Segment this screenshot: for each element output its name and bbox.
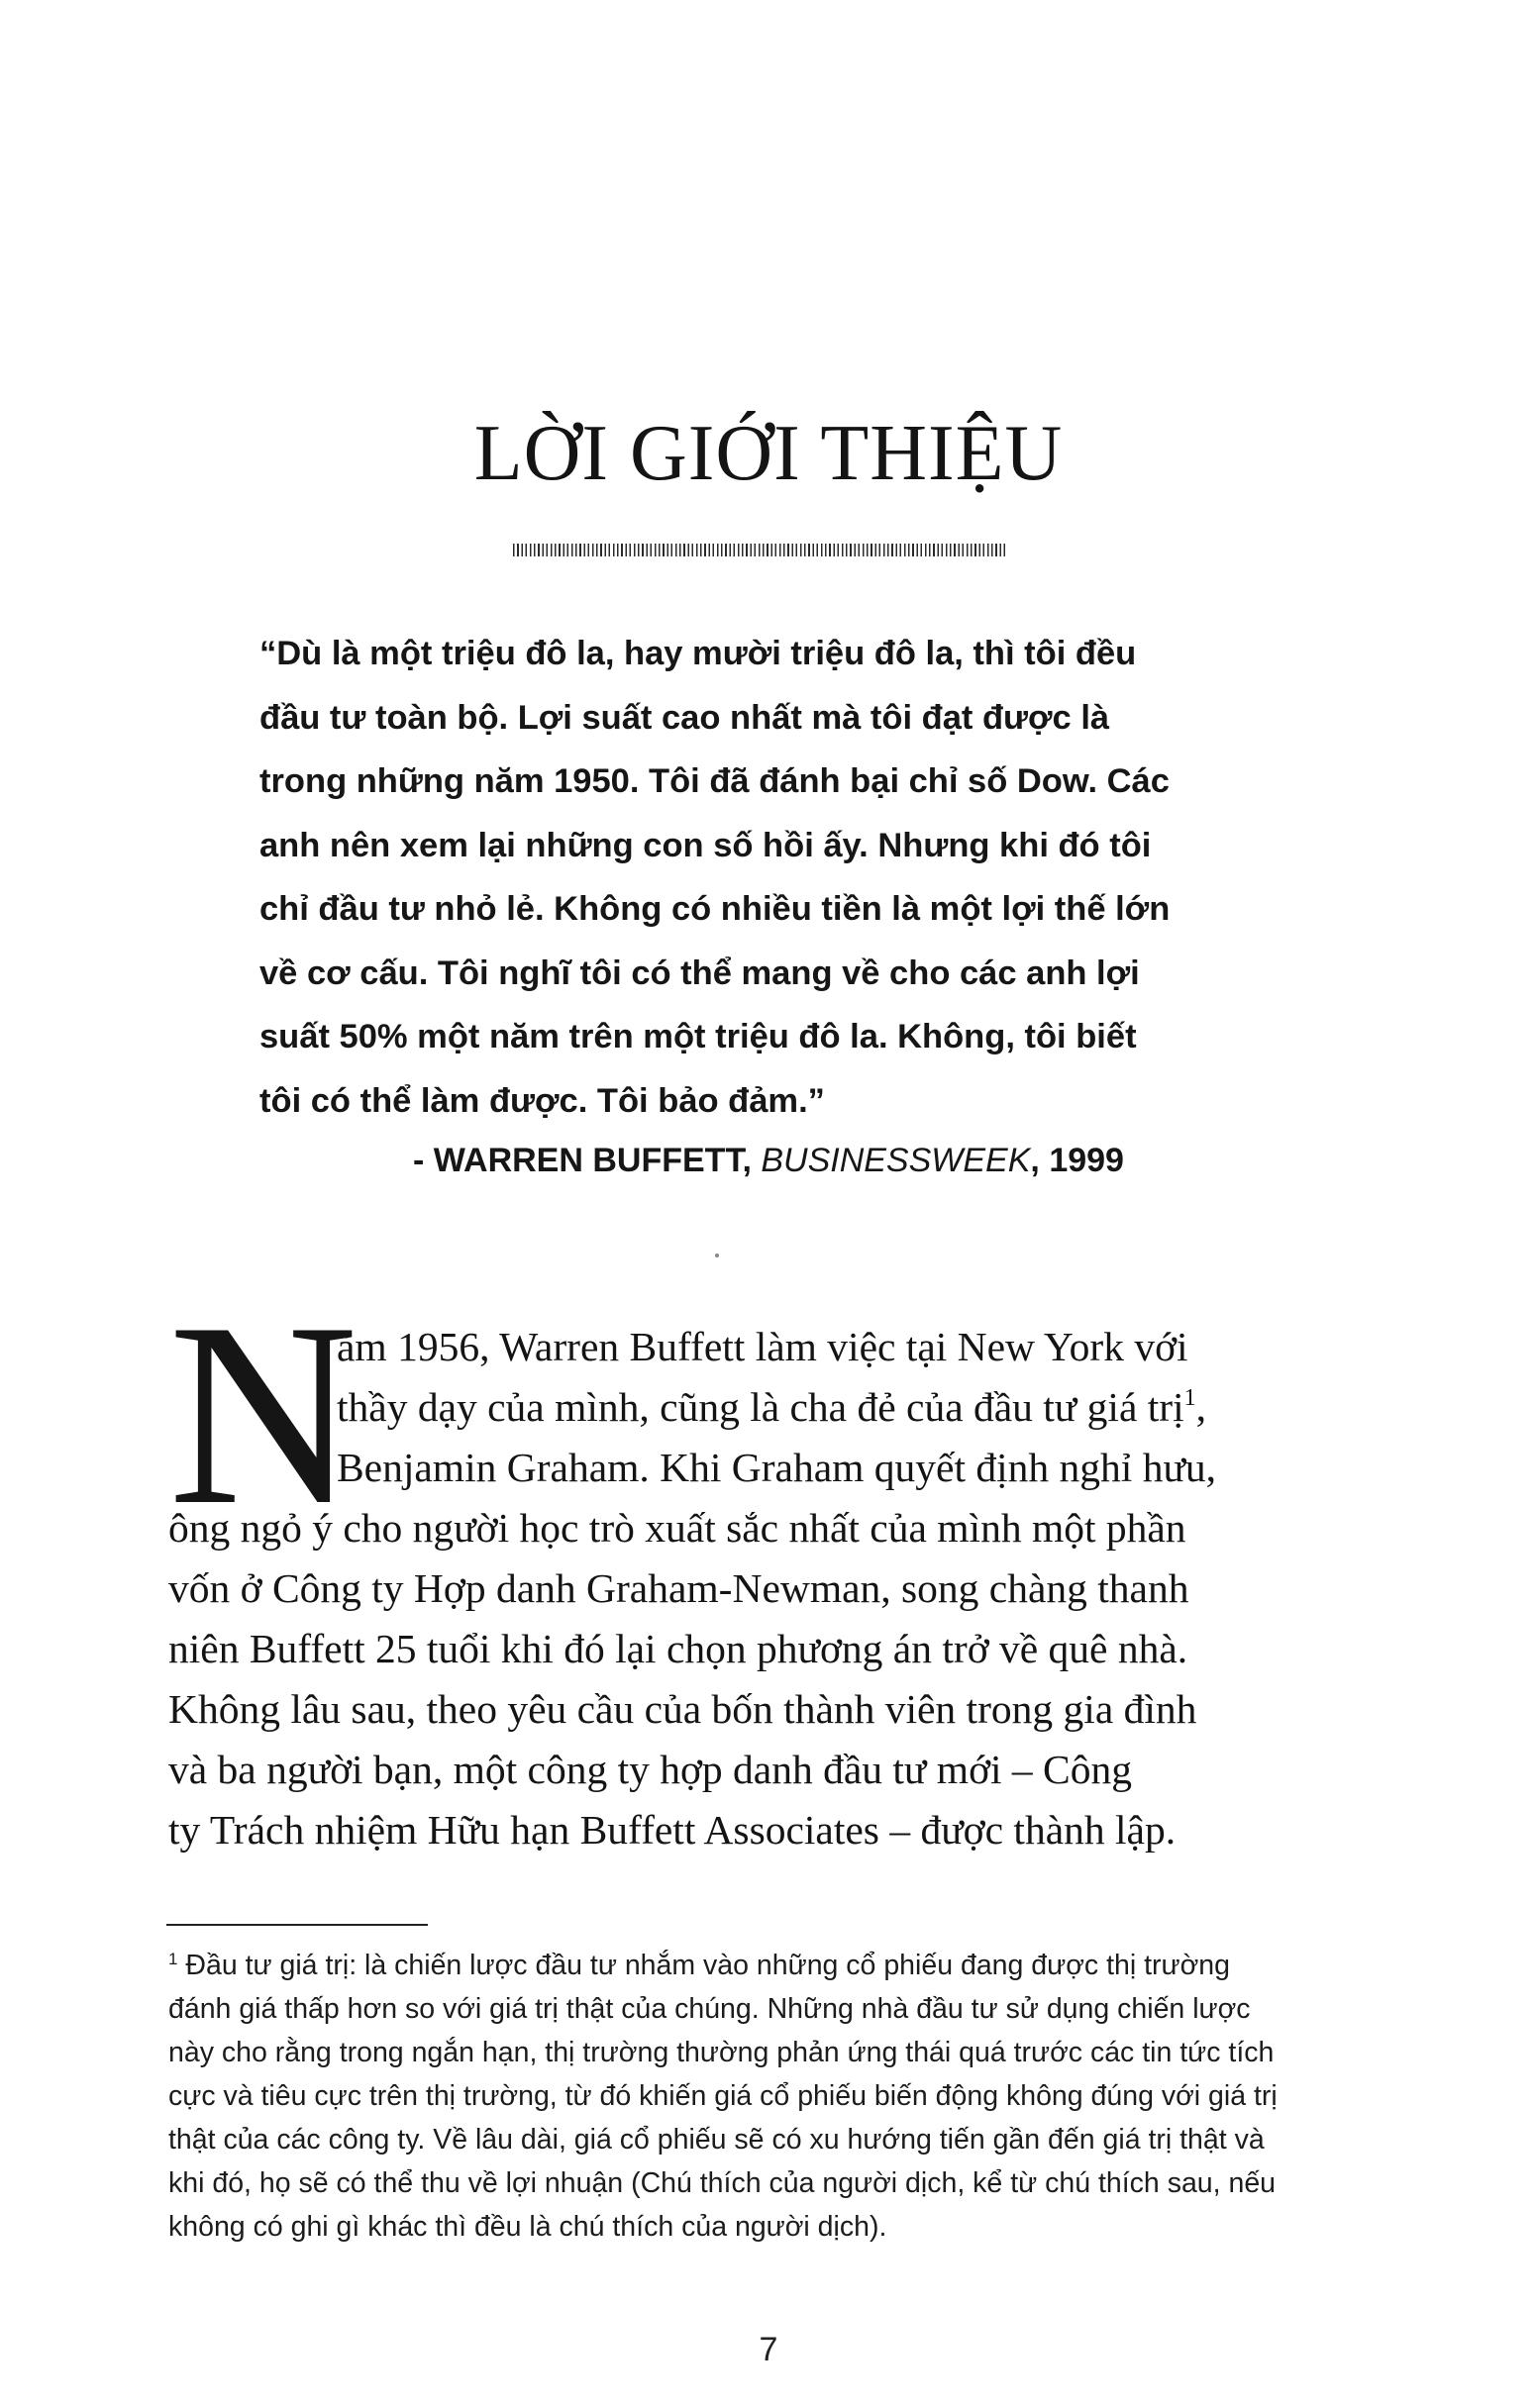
body-line: niên Buffett 25 tuổi khi đó lại chọn phương án trở về quê nhà. [168,1626,1188,1671]
footnote-line: cực và tiêu cực trên thị trường, từ đó khiến giá cổ phiếu biến động không đúng với giá trị [168,2080,1278,2112]
epigraph-line: anh nên xem lại những con số hồi ấy. Nhưng khi đó tôi [259,826,1152,864]
footnote-line: đánh giá thấp hơn so với giá trị thật của chúng. Những nhà đầu tư sử dụng chiến lược [168,1993,1251,2025]
drop-cap: N [168,1269,359,1559]
title-ornament-divider [513,544,1008,556]
attribution-author: - WARREN BUFFETT, [413,1142,762,1179]
epigraph-line: trong những năm 1950. Tôi đã đánh bại chỉ số Dow. Các [259,762,1170,800]
body-line: Benjamin Graham. Khi Graham quyết định nghỉ hưu, [337,1445,1217,1490]
body-line: ty Trách nhiệm Hữu hạn Buffett Associates – được thành lập. [168,1807,1177,1853]
footnote-line: thật của các công ty. Về lâu dài, giá cổ phiếu sẽ có xu hướng tiến gần đến giá trị thật và [168,2124,1265,2156]
attribution-publication: BUSINESSWEEK [761,1142,1031,1179]
print-speck [715,1254,719,1257]
body-line: và ba người bạn, một công ty hợp danh đầu tư mới – Công [168,1747,1132,1792]
footnote-line: này cho rằng trong ngắn hạn, thị trường thường phản ứng thái quá trước các tin tức tích [168,2037,1275,2068]
epigraph-line: suất 50% một năm trên một triệu đô la. Không, tôi biết [259,1018,1137,1055]
footnote-line: khi đó, họ sẽ có thể thu về lợi nhuận (Chú thích của người dịch, kể từ chú thích sau, nếu [168,2167,1277,2199]
epigraph-quote [259,622,1260,1133]
page-number: 7 [759,2331,778,2368]
footnote-marker: 1 [168,1950,178,1968]
body-line: ông ngỏ ý cho người học trò xuất sắc nhất của mình một phần [168,1505,1186,1551]
epigraph-line: đầu tư toàn bộ. Lợi suất cao nhất mà tôi đạt được là [259,698,1110,737]
footnote-line: $^1$ Đầu tư giá trị: là chiến lược đầu tư nhắm vào những cổ phiếu đang được thị trường [168,1950,1230,1981]
footnote-reference[interactable]: 1 [1183,1385,1196,1411]
epigraph-line: chỉ đầu tư nhỏ lẻ. Không có nhiều tiền là một lợi thế lớn [259,890,1171,928]
body-line: vốn ở Công ty Hợp danh Graham-Newman, song chàng thanh [168,1565,1189,1611]
body-line: ăm 1956, Warren Buffett làm việc tại New York với [337,1324,1188,1369]
epigraph-line: về cơ cấu. Tôi nghĩ tôi có thể mang về cho các anh lợi [259,953,1140,992]
footnote [168,1944,1386,2249]
footnote-line: không có ghi gì khác thì đều là chú thích của người dịch). [168,2211,887,2243]
epigraph-line: “Dù là một triệu đô la, hay mười triệu đô la, thì tôi đều [259,635,1137,672]
attribution-year: , 1999 [1030,1142,1124,1179]
body-line: Không lâu sau, theo yêu cầu của bốn thành viên trong gia đình [168,1686,1197,1732]
chapter-title: LỜI GIỚI THIỆU [473,410,1064,497]
footnote-separator [166,1924,428,1926]
epigraph-attribution [0,1144,1537,1177]
epigraph-line: tôi có thể làm được. Tôi bảo đảm.” [259,1081,825,1120]
body-line: thầy dạy của mình, cũng là cha đẻ của đầu tư giá trị$^1$, [337,1384,1207,1430]
